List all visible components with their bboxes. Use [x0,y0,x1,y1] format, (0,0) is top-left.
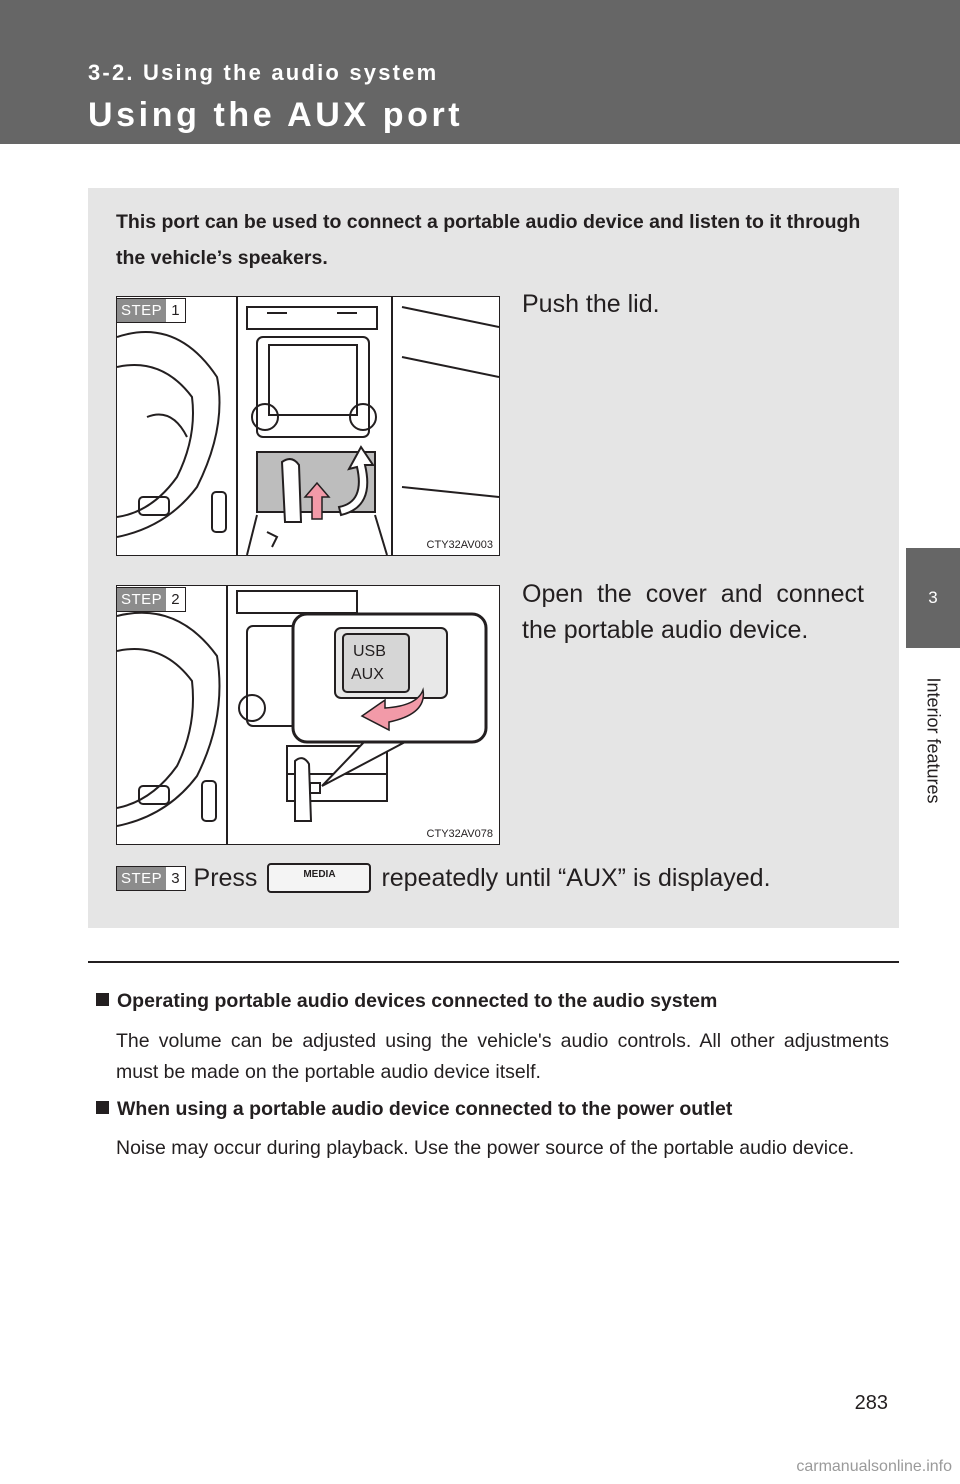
chapter-name: Interior features [923,676,944,804]
aux-port-illustration [117,586,499,844]
step-2-badge: STEP 2 [116,587,186,612]
square-bullet-icon [96,993,109,1006]
section-label: 3-2. Using the audio system [88,60,439,85]
step-3-badge: STEP 3 [116,866,186,891]
page-title: Using the AUX port [88,96,464,134]
step-3-row [116,858,771,898]
page-header [0,0,960,144]
figure-step-2 [116,585,500,845]
note-body-1: The volume can be adjusted using the vehicle's audio controls. All other adjustments must be made on the portable audio device itself. [116,1030,889,1083]
step-2-text: Open the cover and connect the portable audio device. [522,580,864,644]
figure-code: CTY32AV003 [426,539,493,551]
square-bullet-icon [96,1101,109,1114]
figure-step-1 [116,296,500,556]
figure-code: CTY32AV078 [426,828,493,840]
note-body-2: Noise may occur during playback. Use the power source of the portable audio device. [116,1137,855,1159]
note-heading-1: Operating portable audio devices connected to the audio system [96,990,717,1013]
aux-label: AUX [351,666,384,683]
step-3-text-after: repeatedly until “AUX” is displayed. [381,863,771,892]
usb-label: USB [353,643,386,660]
note-heading-2: When using a portable audio device connected to the power outlet [96,1098,732,1121]
chapter-number: 3 [906,548,960,648]
dashboard-lid-illustration [117,297,499,555]
divider [88,961,899,963]
intro-text: This port can be used to connect a portable audio device and listen to it through the vehicle’s speakers. [116,211,861,269]
watermark: carmanualsonline.info [796,1458,952,1475]
page-number: 283 [854,1392,888,1414]
step-1-text: Push the lid. [522,290,660,318]
media-button-icon: MEDIA [267,863,371,893]
step-1-badge: STEP 1 [116,298,186,323]
step-3-text-before: Press [193,863,258,892]
